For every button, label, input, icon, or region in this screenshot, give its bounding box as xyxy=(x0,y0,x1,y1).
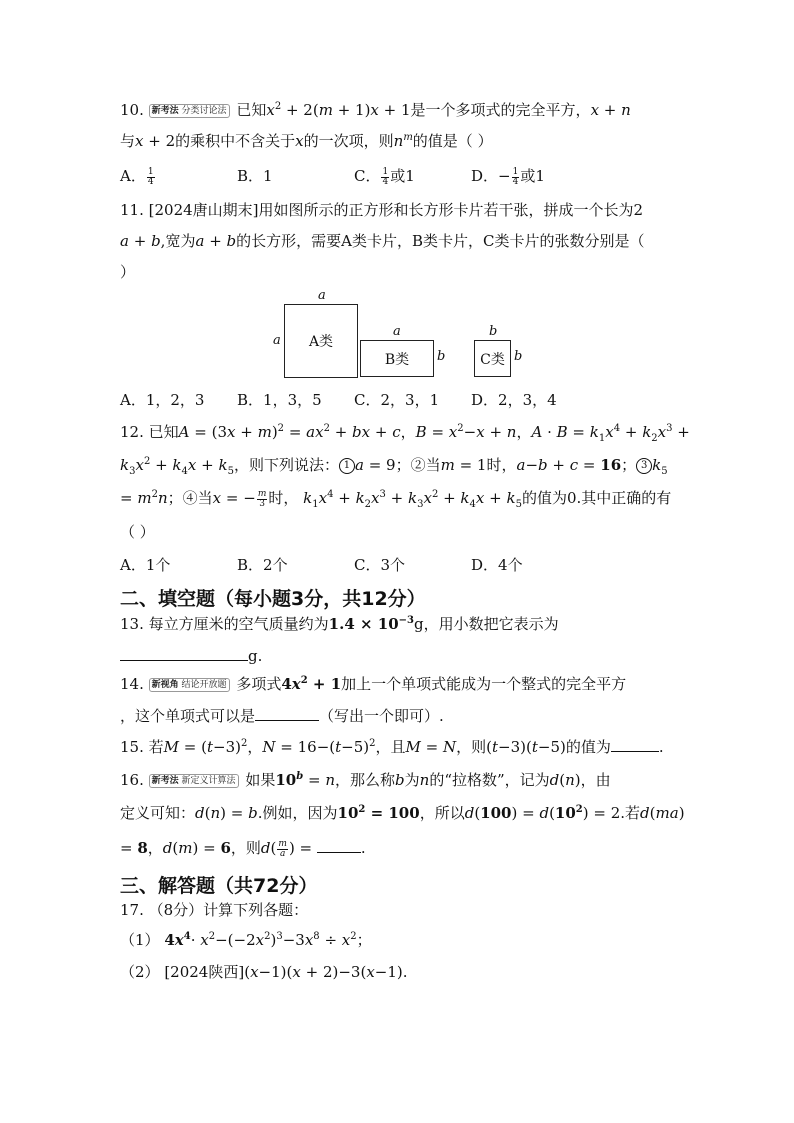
q13-line2: g. xyxy=(120,646,262,666)
q11-option-a: A．1，2，3 xyxy=(120,391,205,409)
q11-option-c: C．2，3，1 xyxy=(354,391,440,409)
q17-part1: （1） $4x^4\cdot x^2-(-2x^2)^3-3x^8 \div x^2$； xyxy=(120,931,372,949)
question-number: 10. xyxy=(120,101,144,119)
answer-blank[interactable] xyxy=(317,838,361,853)
card-b-rectangle: B类 xyxy=(360,340,434,377)
side-label-a: a xyxy=(393,324,401,339)
source-tag: [2024陕西] xyxy=(164,963,245,981)
q12-option-a: A．1个 xyxy=(120,556,171,574)
q10-line2: 与x + 2的乘积中不含关于x的一次项，则$n^m$的值是（ ） xyxy=(120,132,493,150)
q11-line2: a + b,宽为a + b的长方形，需要A类卡片，B类卡片，C类卡片的张数分别是（ xyxy=(120,232,645,250)
q12-option-d: D．4个 xyxy=(471,556,523,574)
answer-blank[interactable] xyxy=(120,646,248,661)
q11-line3: ） xyxy=(120,263,136,281)
tag-badge: 新考法 新定义计算法 xyxy=(149,774,239,788)
answer-blank[interactable] xyxy=(611,737,659,752)
side-label-b: b xyxy=(437,349,446,364)
q16-line3: = 8，d(m) = 6，则d( $\frac{m}{a}$ ) = . xyxy=(120,838,366,859)
card-a-square: A类 xyxy=(284,304,358,378)
q16-line1: 16. 新考法 新定义计算法 如果$10^b = n$，那么称b为n的“拉格数”，记为d(n)，由 xyxy=(120,771,611,789)
section-heading-solve: 三、解答题（共72分） xyxy=(120,875,318,897)
side-label-b: b xyxy=(489,324,498,339)
q10-option-d: D．− $\frac{1}{4}$ 或1 xyxy=(471,166,545,187)
q10-option-a: A． $\frac{1}{4}$ xyxy=(120,166,154,187)
side-label-b: b xyxy=(514,349,523,364)
q17-part2: （2） [2024陕西](x−1)(x + 2)−3(x−1). xyxy=(120,963,408,981)
side-label-a: a xyxy=(273,333,281,348)
q17-line1: 17. （8分）计算下列各题： xyxy=(120,901,309,919)
q10-line1: 10. 新考法 分类讨论法 已知$x^2 + 2(m + 1)x + 1$是一个多项式的完全平方，x + n xyxy=(120,101,631,119)
section-heading-fill-in: 二、填空题（每小题3分，共12分） xyxy=(120,588,426,610)
q14-line2: ，这个单项式可以是 （写出一个即可）. xyxy=(120,707,444,725)
q12-line2: $k_3x^2 + k_4x + k_5$，则下列说法： 1 a = 9；②当m = 1时，a−b + c = 16； 3 $k_5$ xyxy=(120,456,668,477)
q11-line1: 11. [2024唐山期末]用如图所示的正方形和长方形卡片若干张，拼成一个长为2 xyxy=(120,201,644,219)
q13-line1: 13. 每立方厘米的空气质量约为$1.4 \times 10^{-3}g$，用小数把它表示为 xyxy=(120,615,559,633)
q16-line2: 定义可知：d(n) = b.例如，因为$10^2 = 100$，所以$d(100) = d(10^2) = 2$.若d(ma) xyxy=(120,804,685,822)
q14-line1: 14. 新视角 结论开放题 多项式$4x^2 + 1$加上一个单项式能成为一个整式的完全平方 xyxy=(120,675,627,693)
q11-option-b: B．1，3，5 xyxy=(237,391,322,409)
q10-option-b: B．1 xyxy=(237,167,273,185)
q10-option-c: C． $\frac{1}{4}$ 或1 xyxy=(354,166,415,187)
tag-badge: 新考法 分类讨论法 xyxy=(149,104,230,118)
q11-option-d: D．2，3，4 xyxy=(471,391,557,409)
q12-line3: = $m^2n$；④当x = − $\frac{m}{3}$ 时， $k_1x^4 + k_2x^3 + k_3x^2 + k_4x + k_5$的值为0.其中正确的有 xyxy=(120,488,672,510)
answer-blank[interactable] xyxy=(255,706,319,721)
q12-option-b: B．2个 xyxy=(237,556,288,574)
q12-line4: （ ） xyxy=(120,523,155,541)
q12-line1: 12. 已知$A = (3x + m)^2 = ax^2$ + bx + c，$B = x^2-x + n$，$A \cdot B = k_1x^4 + k_2x^3$ + xyxy=(120,423,690,444)
card-c-square: C类 xyxy=(474,340,511,377)
q12-option-c: C．3个 xyxy=(354,556,406,574)
side-label-a: a xyxy=(318,288,326,303)
source-tag: [2024唐山期末] xyxy=(148,201,259,219)
q15-line: 15. 若$M = (t-3)^2$，$N = 16-(t-5)^2$，且M = N，则(t−3)(t−5)的值为 . xyxy=(120,738,664,756)
tag-badge: 新视角 结论开放题 xyxy=(149,678,230,692)
